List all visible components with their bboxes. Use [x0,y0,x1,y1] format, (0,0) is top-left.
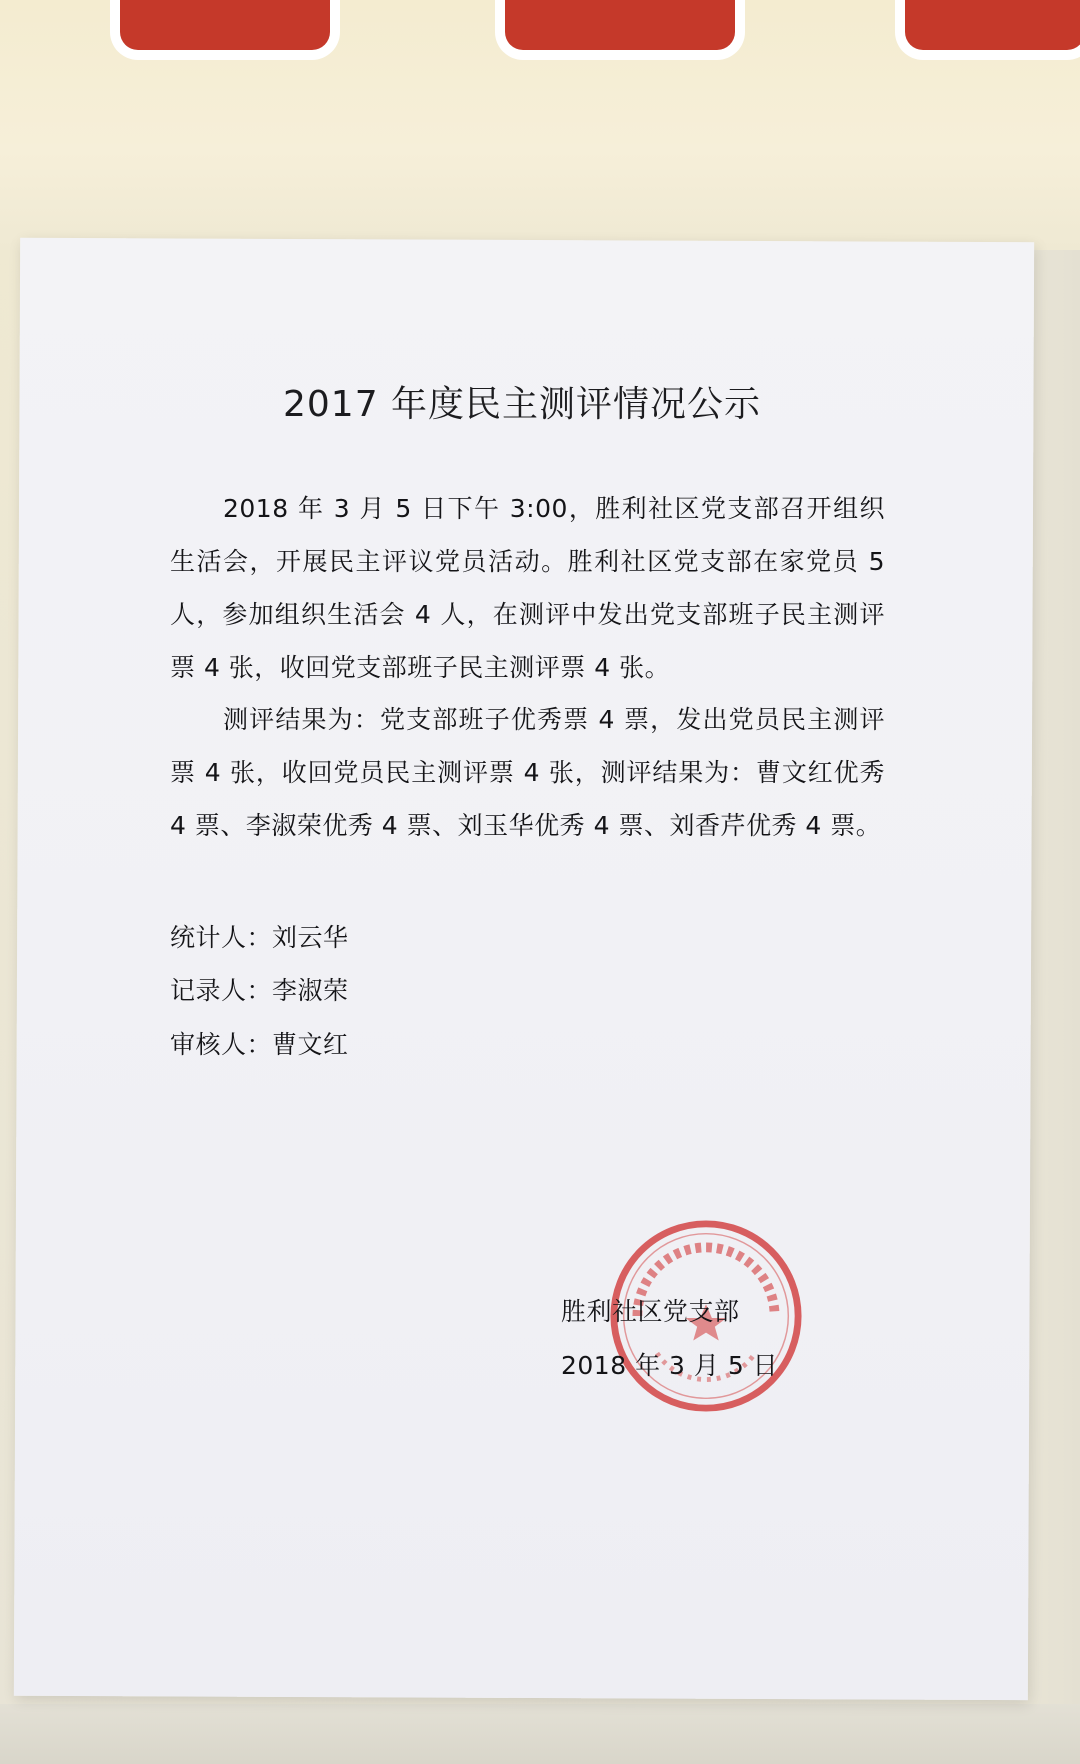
issuer-name: 胜利社区党支部 [561,1297,740,1326]
reviewer-name: 曹文红 [272,1030,349,1059]
poster-decoration-middle [505,0,735,50]
wall-bottom [0,1704,1080,1764]
recorder-name: 李淑荣 [272,976,349,1005]
notice-paragraph-2: 测评结果为：党支部班子优秀票 4 票，发出党员民主测评票 4 张，收回党员民主测评票 4 张，测评结果为：曹文红优秀 4 票、李淑荣优秀 4 票、刘玉华优秀 4 票、刘香芹优秀 4 票。 [170,705,885,840]
reviewer-label: 审核人： [170,1030,273,1059]
recorder-label: 记录人： [170,976,273,1005]
poster-decoration-right [905,0,1080,50]
poster-decoration-left [120,0,330,50]
statistician-name: 刘云华 [272,923,349,952]
issue-date: 2018 年 3 月 5 日 [561,1351,779,1380]
notice-sheet [14,238,1034,1700]
recorder-line [170,971,349,1007]
notice-paragraph-1: 2018 年 3 月 5 日下午 3:00，胜利社区党支部召开组织生活会，开展民主评议党员活动。胜利社区党支部在家党员 5 人，参加组织生活会 4 人，在测评中发出党支部班子民主测评票 4 张，收回党支部班子民主测评票 4 张。 [170,494,885,682]
notice-title: 2017 年度民主测评情况公示 [283,384,762,425]
statistician-label: 统计人： [170,923,273,952]
reviewer-line [170,1025,349,1061]
statistician-line [170,918,349,954]
